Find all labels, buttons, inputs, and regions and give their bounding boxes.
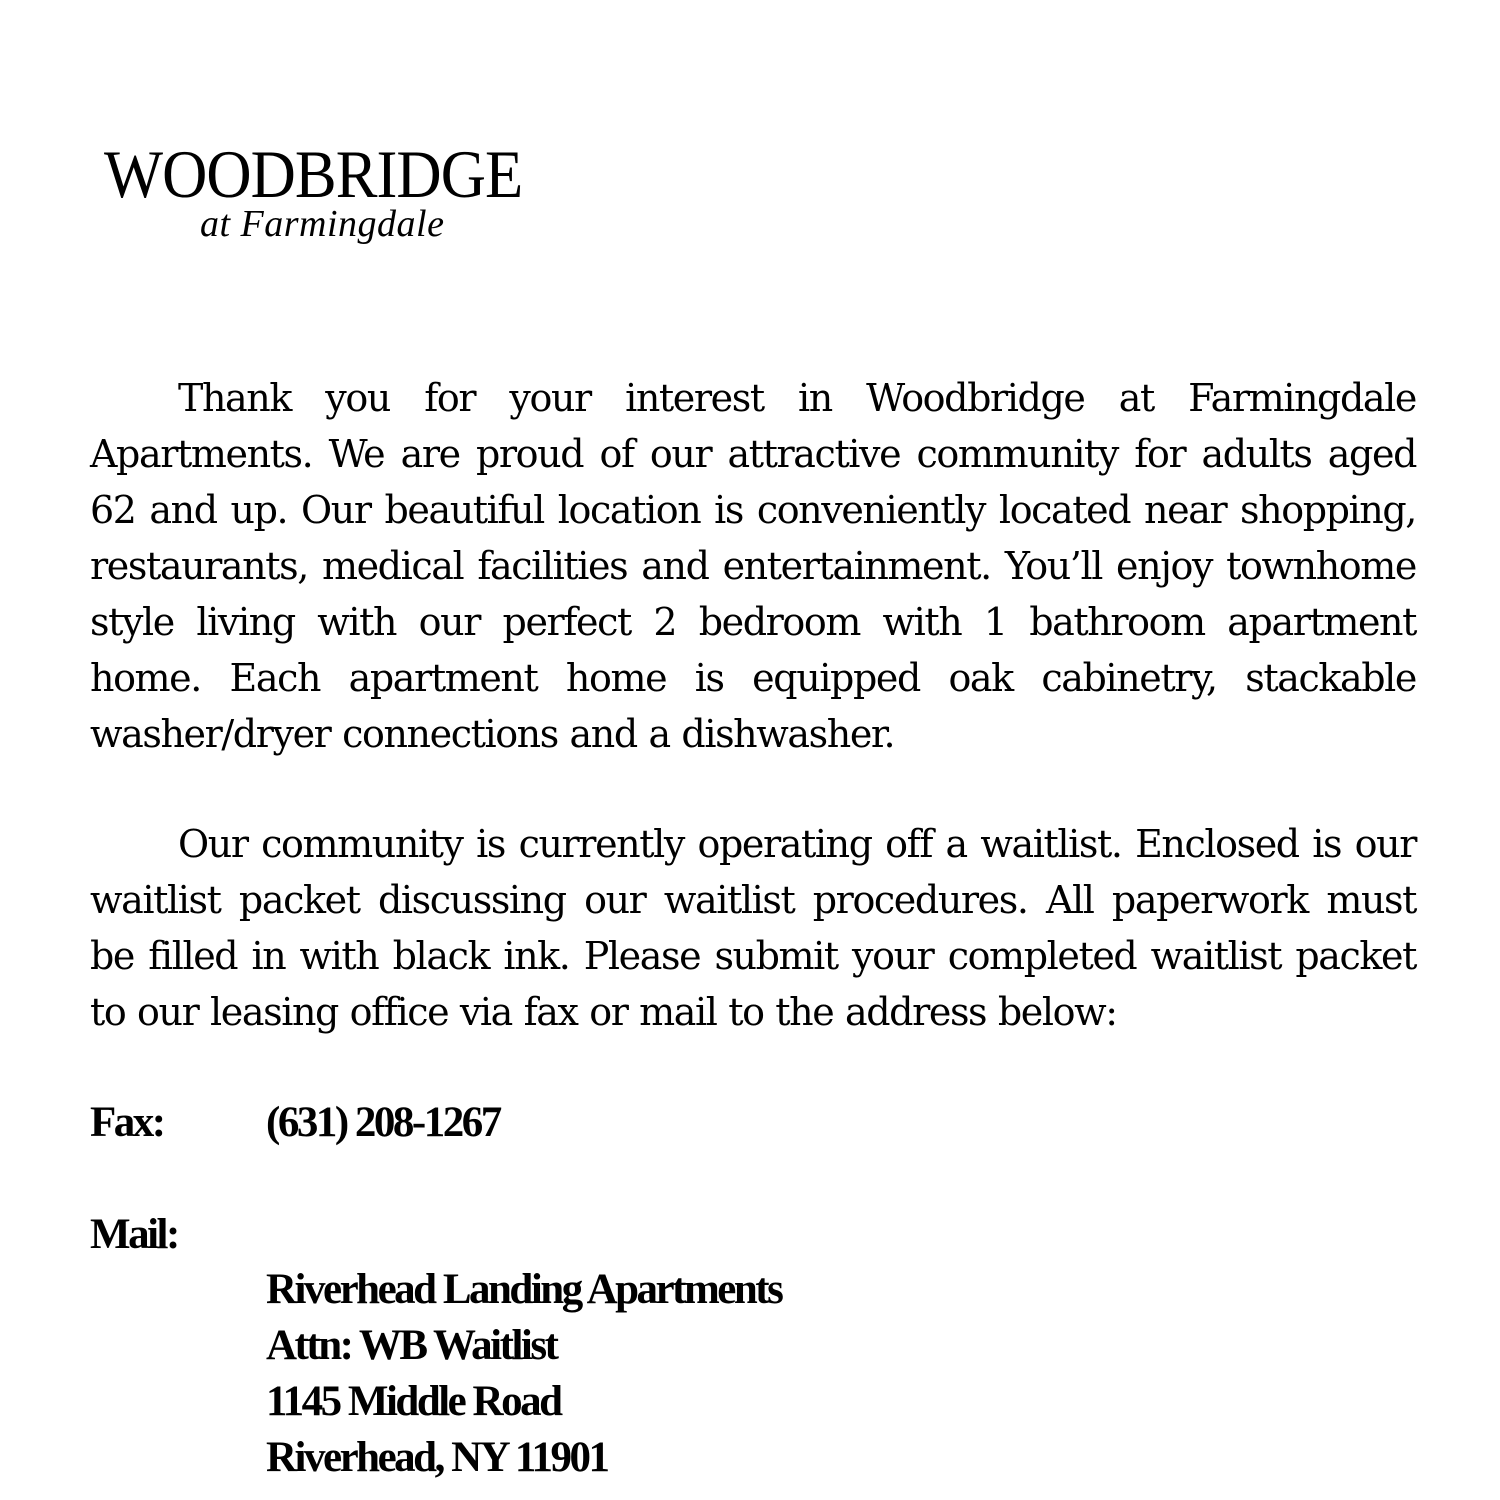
address-line: 1145 Middle Road: [266, 1378, 561, 1425]
mail-label: Mail:: [90, 1211, 178, 1258]
fax-number: (631) 208-1267: [266, 1099, 500, 1146]
address-line: Riverhead, NY 11901: [266, 1434, 608, 1481]
waitlist-paragraph: Our community is currently operating off a waitlist. Enclosed is our waitlist packet discussing our waitlist procedures. All paperwork must be filled in with black ink. Please submit your completed waitlist packet to our leasing office via fax or mail to the address below:: [90, 822, 1416, 1034]
mailing-address: [266, 1262, 781, 1486]
intro-paragraph: Thank you for your interest in Woodbridge at Farmingdale Apartments. We are proud of our attractive community for adults aged 62 and up. Our beautiful location is conveniently located near shopping, restaurants, medical facilities and entertainment. You’ll enjoy townhome style living with our perfect 2 bedroom with 1 bathroom apartment home. Each apartment home is equipped oak cabinetry, stackable washer/dryer connections and a dishwasher.: [90, 376, 1416, 756]
logo-wordmark: WOODBRIDGE: [104, 136, 523, 212]
address-line: Riverhead Landing Apartments: [266, 1266, 782, 1313]
address-line: Attn: WB Waitlist: [266, 1322, 557, 1369]
logo-subtitle: at Farmingdale: [200, 203, 445, 245]
logo: [104, 136, 584, 260]
fax-label: Fax:: [90, 1099, 164, 1146]
